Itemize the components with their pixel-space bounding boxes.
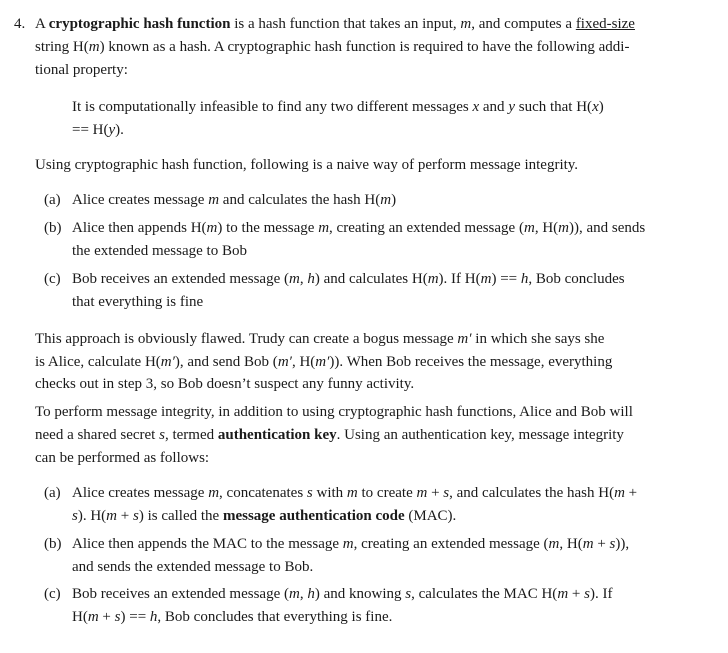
flaw-paragraph-line: is Alice, calculate H(m′), and send Bob (m′, H(m′)). When Bob receives the message, everything bbox=[35, 354, 613, 370]
auth-intro-line: need a shared secret s, termed authentication key. Using an authentication key, message integrity bbox=[35, 427, 624, 443]
naive-step-line: the extended message to Bob bbox=[72, 243, 247, 259]
auth-step-line: and sends the extended message to Bob. bbox=[72, 559, 314, 575]
naive-step-line: Alice creates message m and calculates the hash H(m) bbox=[72, 192, 397, 208]
intro-line: tional property: bbox=[35, 62, 128, 78]
step-label: (c) bbox=[44, 586, 61, 602]
auth-intro-line: To perform message integrity, in addition to using cryptographic hash functions, Alice and Bob will bbox=[35, 404, 633, 420]
intro-line: A cryptographic hash function is a hash function that takes an input, m, and computes a fixed-size bbox=[35, 16, 635, 32]
step-label: (b) bbox=[44, 220, 62, 236]
naive-step-line: Alice then appends H(m) to the message m, creating an extended message (m, H(m)), and sends bbox=[72, 220, 646, 236]
step-label: (c) bbox=[44, 271, 61, 287]
auth-step-line: H(m + s) == h, Bob concludes that everything is fine. bbox=[72, 609, 393, 625]
auth-intro-line: can be performed as follows: bbox=[35, 450, 210, 466]
step-label: (b) bbox=[44, 536, 62, 552]
flaw-paragraph-line: This approach is obviously flawed. Trudy can create a bogus message m′ in which she says she bbox=[35, 331, 605, 347]
naive-method-intro-line: Using cryptographic hash function, following is a naive way of perform message integrity. bbox=[35, 157, 579, 173]
step-label: (a) bbox=[44, 485, 61, 501]
naive-step-line: Bob receives an extended message (m, h) and calculates H(m). If H(m) == h, Bob concludes bbox=[72, 271, 625, 287]
naive-step-line: that everything is fine bbox=[72, 294, 204, 310]
property-statement-line: == H(y). bbox=[72, 122, 124, 138]
intro-line: string H(m) known as a hash. A cryptographic hash function is required to have the following addi- bbox=[35, 39, 630, 55]
auth-step-line: s). H(m + s) is called the message authentication code (MAC). bbox=[72, 508, 457, 524]
auth-step-line: Bob receives an extended message (m, h) and knowing s, calculates the MAC H(m + s). If bbox=[72, 586, 613, 602]
auth-step-line: Alice creates message m, concatenates s with m to create m + s, and calculates the hash H(m + bbox=[72, 485, 638, 501]
flaw-paragraph-line: checks out in step 3, so Bob doesn’t suspect any funny activity. bbox=[35, 376, 415, 392]
auth-step-line: Alice then appends the MAC to the message m, creating an extended message (m, H(m + s)), bbox=[72, 536, 630, 552]
step-label: (a) bbox=[44, 192, 61, 208]
problem-number: 4. bbox=[14, 16, 26, 32]
property-statement-line: It is computationally infeasible to find any two different messages x and y such that H(x) bbox=[72, 99, 604, 115]
